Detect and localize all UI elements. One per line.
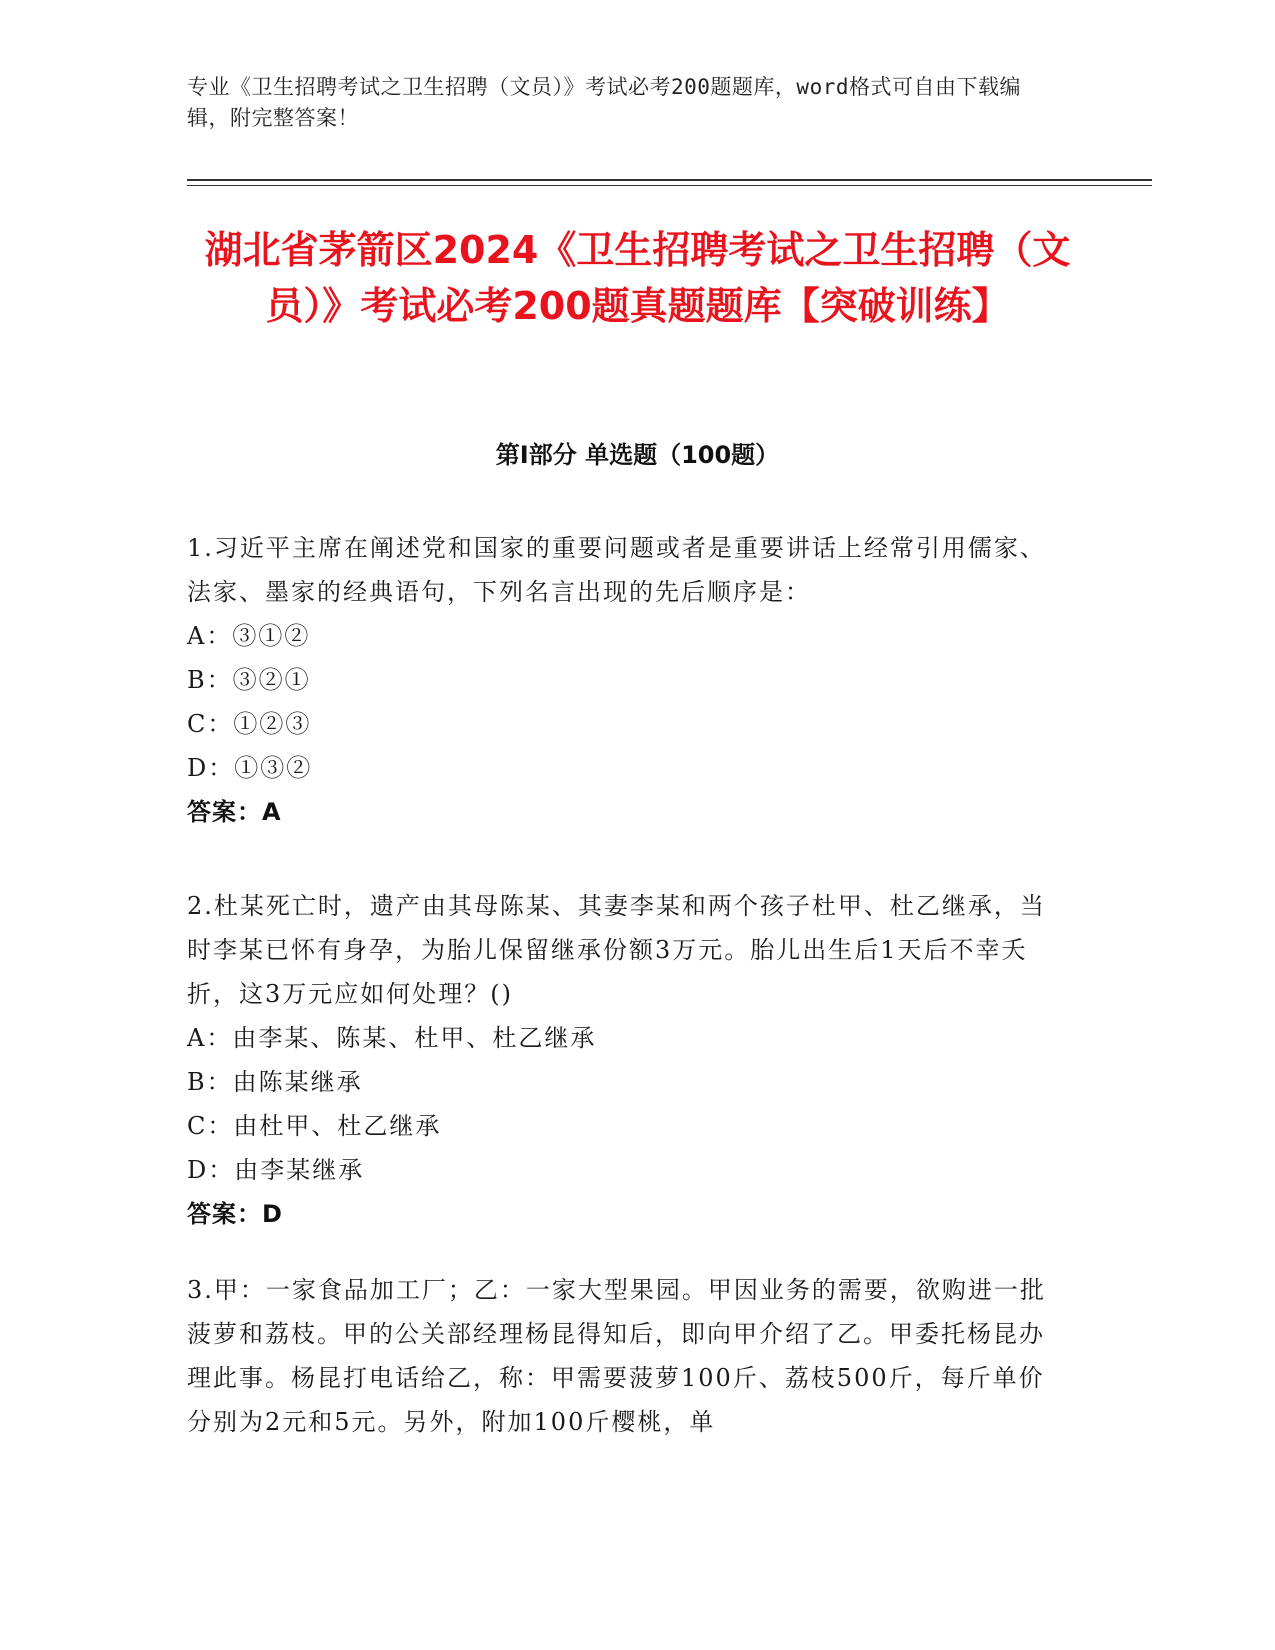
header-note: 专业《卫生招聘考试之卫生招聘（文员）》考试必考200题题库，word格式可自由下载编辑，附完整答案！ [187, 75, 1021, 130]
option-c: C：①②③ [187, 710, 312, 738]
document-title: 湖北省茅箭区2024《卫生招聘考试之卫生招聘（文员）》考试必考200题真题题库【突破训练】 [204, 228, 1071, 328]
option-d: D：①③② [187, 754, 313, 782]
question-2 [187, 884, 1057, 1236]
option-b: B：由陈某继承 [187, 1068, 363, 1096]
option-d: D：由李某继承 [187, 1156, 365, 1184]
question-stem: 1.习近平主席在阐述党和国家的重要问题或者是重要讲话上经常引用儒家、法家、墨家的经典语句，下列名言出现的先后顺序是： [187, 534, 1046, 606]
question-1 [187, 526, 1057, 834]
header-divider [187, 179, 1152, 181]
question-stem: 2.杜某死亡时，遗产由其母陈某、其妻李某和两个孩子杜甲、杜乙继承，当时李某已怀有身孕，为胎儿保留继承份额3万元。胎儿出生后1天后不幸夭折，这3万元应如何处理？() [187, 892, 1046, 1008]
question-stem: 3.甲：一家食品加工厂；乙：一家大型果园。甲因业务的需要，欲购进一批菠萝和荔枝。甲的公关部经理杨昆得知后，即向甲介绍了乙。甲委托杨昆办理此事。杨昆打电话给乙，称：甲需要菠萝100斤、荔枝500斤，每斤单价分别为2元和5元。另外，附加100斤樱桃，单 [187, 1276, 1046, 1436]
question-3 [187, 1268, 1057, 1444]
option-a: A：③①② [187, 622, 311, 650]
answer: 答案：A [187, 798, 282, 826]
option-a: A：由李某、陈某、杜甲、杜乙继承 [187, 1024, 597, 1052]
section-heading: 第I部分 单选题（100题） [495, 441, 780, 469]
header-divider-thin [187, 185, 1152, 186]
answer: 答案：D [187, 1200, 283, 1228]
option-b: B：③②① [187, 666, 311, 694]
option-c: C：由杜甲、杜乙继承 [187, 1112, 442, 1140]
